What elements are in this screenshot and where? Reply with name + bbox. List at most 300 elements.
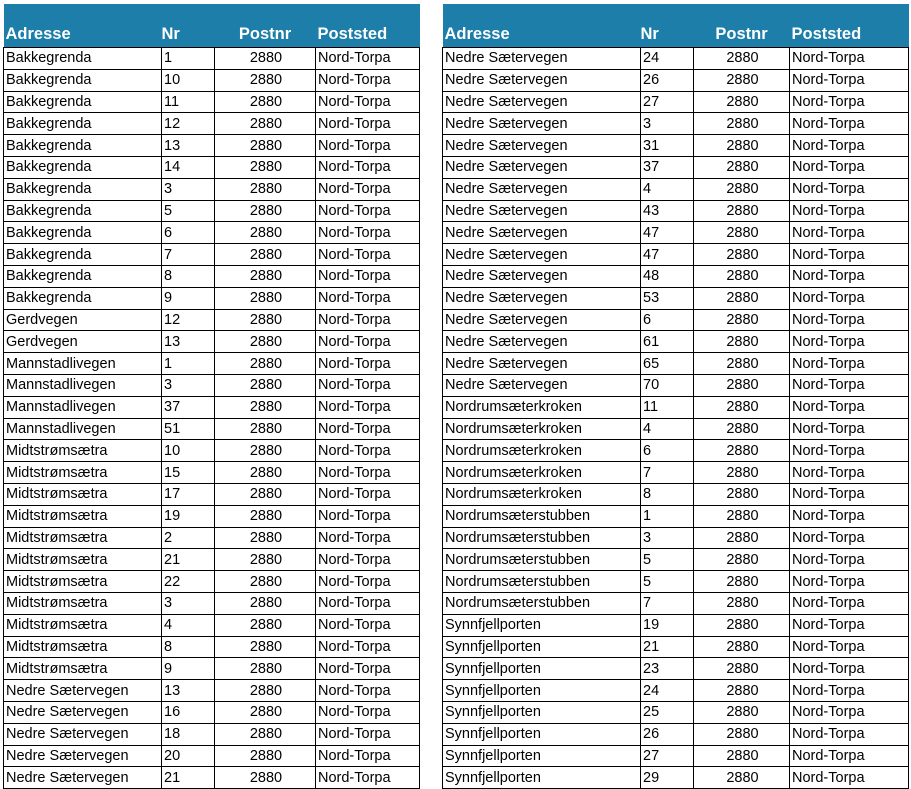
cell-postnr: 2880 — [215, 156, 316, 178]
cell-nr: 24 — [641, 680, 694, 702]
cell-postnr: 2880 — [694, 418, 790, 440]
cell-poststed: Nord-Torpa — [790, 244, 909, 266]
cell-adresse: Nordrumsæterkroken — [443, 418, 641, 440]
cell-nr: 11 — [162, 91, 215, 113]
cell-adresse: Nedre Sætervegen — [4, 767, 162, 789]
cell-nr: 1 — [162, 353, 215, 375]
cell-nr: 7 — [162, 244, 215, 266]
cell-postnr: 2880 — [215, 505, 316, 527]
table-row — [4, 353, 420, 375]
cell-postnr: 2880 — [215, 265, 316, 287]
cell-adresse: Midtstrømsætra — [4, 527, 162, 549]
table-row — [4, 745, 420, 767]
cell-nr: 16 — [162, 701, 215, 723]
table-row — [443, 658, 909, 680]
table-row — [443, 592, 909, 614]
table-row — [443, 636, 909, 658]
cell-nr: 23 — [641, 658, 694, 680]
cell-adresse: Synnfjellporten — [443, 680, 641, 702]
cell-poststed: Nord-Torpa — [316, 48, 420, 70]
cell-postnr: 2880 — [694, 178, 790, 200]
cell-nr: 13 — [162, 331, 215, 353]
cell-nr: 6 — [641, 440, 694, 462]
cell-adresse: Midtstrømsætra — [4, 592, 162, 614]
cell-adresse: Nedre Sætervegen — [443, 156, 641, 178]
cell-adresse: Mannstadlivegen — [4, 353, 162, 375]
table-row — [443, 701, 909, 723]
cell-adresse: Gerdvegen — [4, 309, 162, 331]
table-row — [443, 440, 909, 462]
cell-poststed: Nord-Torpa — [316, 396, 420, 418]
cell-adresse: Synnfjellporten — [443, 658, 641, 680]
header-row — [443, 4, 909, 48]
cell-adresse: Midtstrømsætra — [4, 549, 162, 571]
table-row — [4, 440, 420, 462]
cell-postnr: 2880 — [215, 592, 316, 614]
cell-nr: 9 — [162, 658, 215, 680]
cell-postnr: 2880 — [694, 396, 790, 418]
header-adresse: Adresse — [443, 4, 641, 48]
cell-poststed: Nord-Torpa — [790, 265, 909, 287]
cell-adresse: Nedre Sætervegen — [443, 69, 641, 91]
cell-adresse: Bakkegrenda — [4, 113, 162, 135]
cell-nr: 25 — [641, 701, 694, 723]
cell-poststed: Nord-Torpa — [790, 309, 909, 331]
cell-nr: 61 — [641, 331, 694, 353]
cell-adresse: Nedre Sætervegen — [443, 265, 641, 287]
cell-postnr: 2880 — [215, 701, 316, 723]
cell-adresse: Bakkegrenda — [4, 178, 162, 200]
cell-postnr: 2880 — [694, 48, 790, 70]
cell-poststed: Nord-Torpa — [790, 200, 909, 222]
table-row — [443, 91, 909, 113]
cell-poststed: Nord-Torpa — [790, 483, 909, 505]
cell-nr: 53 — [641, 287, 694, 309]
table-row — [4, 265, 420, 287]
cell-poststed: Nord-Torpa — [790, 287, 909, 309]
cell-poststed: Nord-Torpa — [790, 353, 909, 375]
table-row — [4, 723, 420, 745]
cell-adresse: Synnfjellporten — [443, 767, 641, 789]
cell-adresse: Nordrumsæterkroken — [443, 483, 641, 505]
cell-nr: 13 — [162, 680, 215, 702]
cell-adresse: Midtstrømsætra — [4, 636, 162, 658]
table-row — [443, 571, 909, 593]
table-body — [4, 48, 420, 789]
header-nr: Nr — [162, 4, 215, 48]
cell-poststed: Nord-Torpa — [316, 505, 420, 527]
cell-poststed: Nord-Torpa — [790, 156, 909, 178]
cell-nr: 7 — [641, 592, 694, 614]
cell-poststed: Nord-Torpa — [790, 91, 909, 113]
table-row — [443, 680, 909, 702]
cell-nr: 12 — [162, 113, 215, 135]
cell-postnr: 2880 — [694, 701, 790, 723]
cell-adresse: Nedre Sætervegen — [443, 331, 641, 353]
header-postnr: Postnr — [694, 4, 790, 48]
table-row — [443, 48, 909, 70]
cell-nr: 70 — [641, 374, 694, 396]
cell-adresse: Nedre Sætervegen — [443, 287, 641, 309]
cell-nr: 3 — [641, 113, 694, 135]
cell-adresse: Nedre Sætervegen — [4, 745, 162, 767]
cell-postnr: 2880 — [215, 244, 316, 266]
cell-nr: 27 — [641, 745, 694, 767]
cell-nr: 4 — [641, 178, 694, 200]
cell-poststed: Nord-Torpa — [790, 113, 909, 135]
cell-adresse: Midtstrømsætra — [4, 658, 162, 680]
table-row — [4, 592, 420, 614]
cell-postnr: 2880 — [215, 483, 316, 505]
table-row — [4, 48, 420, 70]
cell-postnr: 2880 — [694, 440, 790, 462]
table-row — [443, 135, 909, 157]
cell-adresse: Mannstadlivegen — [4, 374, 162, 396]
table-row — [443, 505, 909, 527]
table-row — [443, 69, 909, 91]
cell-poststed: Nord-Torpa — [790, 592, 909, 614]
cell-poststed: Nord-Torpa — [316, 156, 420, 178]
cell-adresse: Bakkegrenda — [4, 265, 162, 287]
cell-nr: 12 — [162, 309, 215, 331]
cell-nr: 15 — [162, 462, 215, 484]
cell-poststed: Nord-Torpa — [790, 135, 909, 157]
cell-nr: 3 — [162, 374, 215, 396]
cell-poststed: Nord-Torpa — [316, 483, 420, 505]
cell-nr: 19 — [162, 505, 215, 527]
cell-poststed: Nord-Torpa — [316, 222, 420, 244]
cell-poststed: Nord-Torpa — [790, 69, 909, 91]
cell-adresse: Synnfjellporten — [443, 614, 641, 636]
cell-nr: 51 — [162, 418, 215, 440]
cell-poststed: Nord-Torpa — [790, 440, 909, 462]
table-row — [443, 265, 909, 287]
cell-poststed: Nord-Torpa — [316, 178, 420, 200]
cell-nr: 4 — [162, 614, 215, 636]
table-row — [443, 244, 909, 266]
cell-postnr: 2880 — [215, 396, 316, 418]
cell-poststed: Nord-Torpa — [316, 331, 420, 353]
table-row — [4, 505, 420, 527]
cell-postnr: 2880 — [694, 571, 790, 593]
table-row — [4, 374, 420, 396]
cell-postnr: 2880 — [215, 222, 316, 244]
cell-adresse: Nordrumsæterstubben — [443, 592, 641, 614]
cell-postnr: 2880 — [215, 135, 316, 157]
cell-nr: 9 — [162, 287, 215, 309]
cell-adresse: Synnfjellporten — [443, 701, 641, 723]
table-row — [443, 527, 909, 549]
cell-poststed: Nord-Torpa — [790, 396, 909, 418]
table-row — [443, 374, 909, 396]
cell-postnr: 2880 — [694, 374, 790, 396]
cell-adresse: Midtstrømsætra — [4, 483, 162, 505]
cell-poststed: Nord-Torpa — [790, 701, 909, 723]
cell-adresse: Synnfjellporten — [443, 723, 641, 745]
cell-adresse: Nedre Sætervegen — [443, 244, 641, 266]
cell-adresse: Mannstadlivegen — [4, 396, 162, 418]
cell-poststed: Nord-Torpa — [316, 418, 420, 440]
table-row — [4, 331, 420, 353]
cell-nr: 37 — [162, 396, 215, 418]
table-row — [4, 309, 420, 331]
cell-poststed: Nord-Torpa — [790, 462, 909, 484]
address-table-left — [3, 4, 420, 789]
cell-adresse: Nedre Sætervegen — [443, 135, 641, 157]
cell-nr: 43 — [641, 200, 694, 222]
cell-adresse: Gerdvegen — [4, 331, 162, 353]
address-table-right — [442, 4, 909, 789]
cell-adresse: Nedre Sætervegen — [443, 178, 641, 200]
cell-adresse: Bakkegrenda — [4, 91, 162, 113]
cell-poststed: Nord-Torpa — [316, 244, 420, 266]
table-row — [4, 396, 420, 418]
table-row — [443, 113, 909, 135]
cell-adresse: Nordrumsæterstubben — [443, 571, 641, 593]
table-row — [4, 418, 420, 440]
cell-adresse: Nedre Sætervegen — [4, 723, 162, 745]
table-row — [4, 680, 420, 702]
table-row — [4, 483, 420, 505]
table-row — [4, 614, 420, 636]
cell-nr: 17 — [162, 483, 215, 505]
cell-nr: 8 — [162, 636, 215, 658]
cell-postnr: 2880 — [694, 309, 790, 331]
table-row — [4, 571, 420, 593]
cell-poststed: Nord-Torpa — [316, 462, 420, 484]
cell-adresse: Midtstrømsætra — [4, 571, 162, 593]
cell-nr: 4 — [641, 418, 694, 440]
cell-adresse: Nedre Sætervegen — [443, 353, 641, 375]
table-row — [4, 178, 420, 200]
cell-postnr: 2880 — [215, 331, 316, 353]
cell-postnr: 2880 — [694, 658, 790, 680]
cell-postnr: 2880 — [694, 723, 790, 745]
cell-adresse: Nordrumsæterkroken — [443, 440, 641, 462]
table-row — [443, 396, 909, 418]
cell-adresse: Midtstrømsætra — [4, 614, 162, 636]
table-row — [4, 244, 420, 266]
cell-adresse: Nedre Sætervegen — [443, 200, 641, 222]
cell-poststed: Nord-Torpa — [790, 723, 909, 745]
cell-poststed: Nord-Torpa — [790, 418, 909, 440]
cell-poststed: Nord-Torpa — [790, 636, 909, 658]
cell-nr: 1 — [162, 48, 215, 70]
cell-adresse: Midtstrømsætra — [4, 462, 162, 484]
cell-adresse: Nedre Sætervegen — [443, 309, 641, 331]
cell-poststed: Nord-Torpa — [790, 48, 909, 70]
table-row — [4, 69, 420, 91]
table-row — [4, 200, 420, 222]
table-row — [4, 636, 420, 658]
cell-nr: 29 — [641, 767, 694, 789]
cell-postnr: 2880 — [694, 745, 790, 767]
cell-adresse: Bakkegrenda — [4, 69, 162, 91]
cell-postnr: 2880 — [215, 113, 316, 135]
cell-postnr: 2880 — [694, 614, 790, 636]
table-row — [4, 156, 420, 178]
cell-postnr: 2880 — [215, 353, 316, 375]
table-row — [4, 135, 420, 157]
cell-nr: 6 — [641, 309, 694, 331]
cell-adresse: Nedre Sætervegen — [4, 680, 162, 702]
cell-poststed: Nord-Torpa — [790, 331, 909, 353]
table-row — [443, 462, 909, 484]
cell-nr: 37 — [641, 156, 694, 178]
cell-nr: 21 — [641, 636, 694, 658]
cell-postnr: 2880 — [694, 680, 790, 702]
cell-poststed: Nord-Torpa — [316, 527, 420, 549]
table-row — [443, 549, 909, 571]
table-row — [4, 287, 420, 309]
table-row — [443, 353, 909, 375]
header-postnr: Postnr — [215, 4, 316, 48]
cell-poststed: Nord-Torpa — [790, 505, 909, 527]
cell-postnr: 2880 — [215, 527, 316, 549]
cell-poststed: Nord-Torpa — [316, 287, 420, 309]
cell-poststed: Nord-Torpa — [790, 549, 909, 571]
table-row — [443, 287, 909, 309]
cell-postnr: 2880 — [215, 767, 316, 789]
cell-postnr: 2880 — [694, 592, 790, 614]
cell-poststed: Nord-Torpa — [316, 309, 420, 331]
cell-postnr: 2880 — [694, 462, 790, 484]
header-nr: Nr — [641, 4, 694, 48]
cell-postnr: 2880 — [694, 91, 790, 113]
table-row — [443, 723, 909, 745]
cell-poststed: Nord-Torpa — [316, 374, 420, 396]
table-row — [4, 658, 420, 680]
cell-poststed: Nord-Torpa — [316, 701, 420, 723]
cell-postnr: 2880 — [215, 418, 316, 440]
cell-poststed: Nord-Torpa — [316, 658, 420, 680]
cell-poststed: Nord-Torpa — [316, 91, 420, 113]
cell-nr: 3 — [162, 592, 215, 614]
cell-nr: 31 — [641, 135, 694, 157]
cell-adresse: Nordrumsæterkroken — [443, 462, 641, 484]
cell-poststed: Nord-Torpa — [790, 767, 909, 789]
table-row — [4, 549, 420, 571]
cell-nr: 5 — [162, 200, 215, 222]
cell-postnr: 2880 — [694, 767, 790, 789]
table-row — [443, 309, 909, 331]
cell-adresse: Nordrumsæterstubben — [443, 527, 641, 549]
table-row — [4, 222, 420, 244]
cell-poststed: Nord-Torpa — [790, 374, 909, 396]
cell-postnr: 2880 — [694, 135, 790, 157]
header-row — [4, 4, 420, 48]
header-adresse: Adresse — [4, 4, 162, 48]
cell-adresse: Nedre Sætervegen — [443, 113, 641, 135]
cell-adresse: Mannstadlivegen — [4, 418, 162, 440]
table-row — [443, 614, 909, 636]
table-row — [443, 200, 909, 222]
cell-postnr: 2880 — [215, 91, 316, 113]
table-row — [443, 178, 909, 200]
cell-postnr: 2880 — [694, 331, 790, 353]
cell-postnr: 2880 — [694, 527, 790, 549]
cell-poststed: Nord-Torpa — [316, 135, 420, 157]
table-row — [4, 527, 420, 549]
cell-postnr: 2880 — [215, 48, 316, 70]
cell-nr: 14 — [162, 156, 215, 178]
cell-nr: 26 — [641, 723, 694, 745]
cell-postnr: 2880 — [215, 440, 316, 462]
cell-adresse: Bakkegrenda — [4, 48, 162, 70]
cell-adresse: Midtstrømsætra — [4, 505, 162, 527]
cell-postnr: 2880 — [694, 69, 790, 91]
cell-poststed: Nord-Torpa — [790, 614, 909, 636]
cell-adresse: Nedre Sætervegen — [443, 222, 641, 244]
cell-poststed: Nord-Torpa — [316, 571, 420, 593]
cell-postnr: 2880 — [694, 222, 790, 244]
cell-postnr: 2880 — [694, 353, 790, 375]
cell-adresse: Bakkegrenda — [4, 222, 162, 244]
cell-nr: 22 — [162, 571, 215, 593]
cell-nr: 26 — [641, 69, 694, 91]
cell-postnr: 2880 — [215, 614, 316, 636]
cell-nr: 5 — [641, 571, 694, 593]
cell-adresse: Nedre Sætervegen — [443, 374, 641, 396]
cell-adresse: Nedre Sætervegen — [443, 48, 641, 70]
cell-postnr: 2880 — [694, 113, 790, 135]
cell-poststed: Nord-Torpa — [316, 592, 420, 614]
cell-poststed: Nord-Torpa — [316, 549, 420, 571]
cell-postnr: 2880 — [694, 483, 790, 505]
cell-poststed: Nord-Torpa — [316, 680, 420, 702]
cell-postnr: 2880 — [215, 200, 316, 222]
cell-nr: 65 — [641, 353, 694, 375]
header-poststed: Poststed — [790, 4, 909, 48]
cell-poststed: Nord-Torpa — [790, 658, 909, 680]
cell-postnr: 2880 — [215, 745, 316, 767]
cell-poststed: Nord-Torpa — [790, 527, 909, 549]
cell-nr: 24 — [641, 48, 694, 70]
cell-poststed: Nord-Torpa — [316, 440, 420, 462]
cell-nr: 2 — [162, 527, 215, 549]
cell-adresse: Nedre Sætervegen — [4, 701, 162, 723]
cell-postnr: 2880 — [215, 571, 316, 593]
cell-nr: 13 — [162, 135, 215, 157]
cell-postnr: 2880 — [215, 287, 316, 309]
table-row — [443, 331, 909, 353]
cell-nr: 19 — [641, 614, 694, 636]
cell-poststed: Nord-Torpa — [790, 178, 909, 200]
table-row — [4, 462, 420, 484]
cell-adresse: Bakkegrenda — [4, 287, 162, 309]
table-row — [443, 156, 909, 178]
header-poststed: Poststed — [316, 4, 420, 48]
cell-adresse: Nordrumsæterstubben — [443, 549, 641, 571]
cell-poststed: Nord-Torpa — [316, 69, 420, 91]
cell-postnr: 2880 — [215, 178, 316, 200]
cell-nr: 11 — [641, 396, 694, 418]
cell-poststed: Nord-Torpa — [790, 680, 909, 702]
cell-nr: 8 — [641, 483, 694, 505]
cell-adresse: Nordrumsæterstubben — [443, 505, 641, 527]
cell-postnr: 2880 — [215, 462, 316, 484]
cell-poststed: Nord-Torpa — [316, 767, 420, 789]
cell-postnr: 2880 — [694, 636, 790, 658]
cell-nr: 47 — [641, 222, 694, 244]
cell-nr: 10 — [162, 69, 215, 91]
cell-postnr: 2880 — [215, 636, 316, 658]
table-row — [443, 483, 909, 505]
cell-postnr: 2880 — [694, 287, 790, 309]
cell-nr: 18 — [162, 723, 215, 745]
table-row — [443, 767, 909, 789]
cell-postnr: 2880 — [215, 549, 316, 571]
